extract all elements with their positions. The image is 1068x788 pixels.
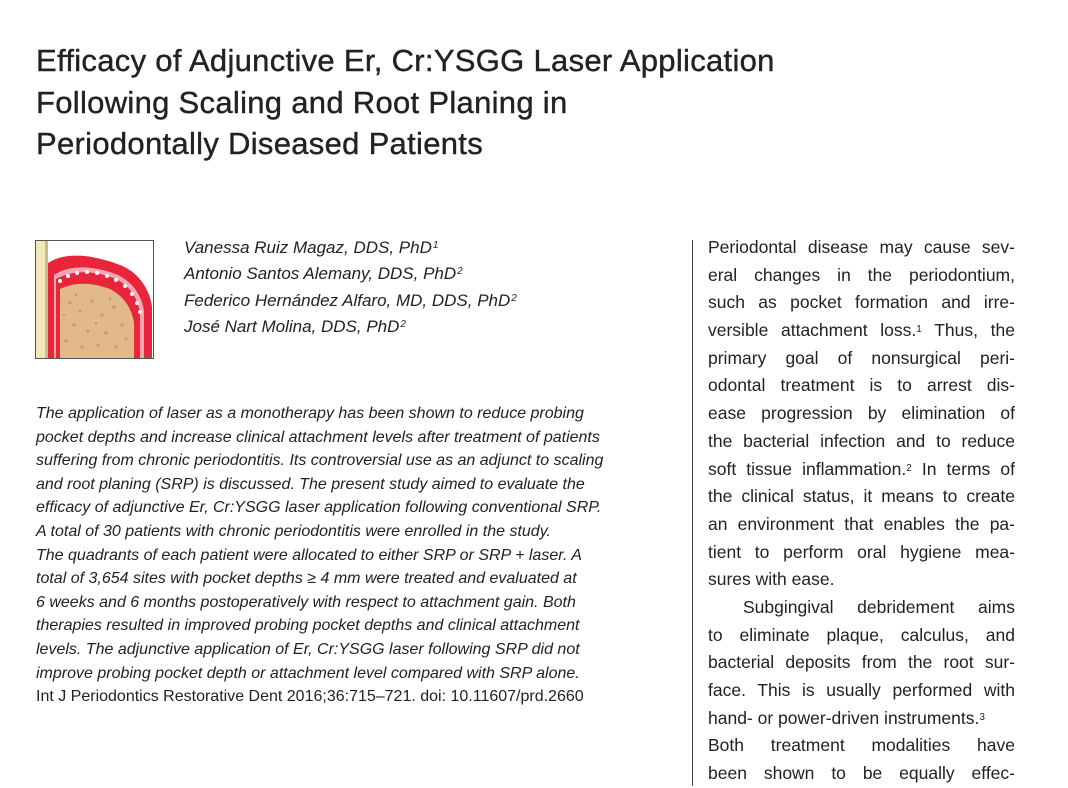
body-text-line [708, 372, 1015, 400]
abstract-line: suffering from chronic periodontitis. Its controversial use as an adjunct to scaling [36, 452, 604, 470]
article-title [36, 40, 1036, 165]
body-text-line [708, 317, 1015, 345]
body-text: Subgingival debridement aims [743, 596, 1015, 617]
body-text: the bacterial infection and to reduce [708, 430, 1015, 451]
body-text-line [708, 456, 1015, 484]
body-text: Periodontal disease may cause sev- [708, 237, 1015, 257]
column-divider [692, 240, 693, 786]
body-text: hand- or power-driven instruments. [708, 707, 980, 728]
body-text-line [708, 566, 1015, 594]
body-text-line [708, 622, 1015, 650]
body-text: Both treatment modalities have [708, 735, 1015, 756]
abstract-line: total of 3,654 sites with pocket depths ≥ 4 mm were treated and evaluated at [36, 570, 577, 588]
body-text: ease progression by elimination of [708, 403, 1015, 424]
author-name: Federico Hernández Alfaro, MD, DDS, PhD [184, 290, 511, 310]
body-text-line [708, 677, 1015, 705]
title-line: Periodontally Diseased Patients [36, 126, 483, 161]
body-text-line [708, 234, 1015, 262]
reference-mark: 1 [916, 324, 922, 336]
body-text: the clinical status, it means to create [708, 486, 1015, 507]
author-name: Vanessa Ruiz Magaz, DDS, PhD [184, 238, 432, 257]
author-name: Antonio Santos Alemany, DDS, PhD [184, 264, 457, 284]
body-text: such as pocket formation and irre- [708, 292, 1015, 313]
reference-mark: 3 [979, 711, 985, 723]
abstract-line: and root planing (SRP) is discussed. The present study aimed to evaluate the [36, 475, 585, 493]
body-text: eral changes in the periodontium, [708, 264, 1015, 285]
body-text: sures with ease. [708, 569, 835, 590]
body-text-line [708, 732, 1015, 760]
abstract [36, 402, 676, 709]
author-entry [184, 235, 517, 261]
title-line: Efficacy of Adjunctive Er, Cr:YSGG Laser Application [36, 43, 775, 78]
abstract-line: levels. The adjunctive application of Er, Cr:YSGG laser following SRP did not [36, 640, 580, 658]
abstract-line: 6 weeks and 6 months postoperatively with respect to attachment gain. Both [36, 593, 576, 611]
body-text: soft tissue inflammation. [708, 458, 907, 479]
body-text-line [708, 594, 1015, 622]
abstract-line: efficacy of adjunctive Er, Cr:YSGG laser application following conventional SRP. [36, 499, 602, 517]
reference-mark: 2 [906, 462, 912, 474]
body-text: been shown to be equally effec- [708, 763, 1015, 784]
body-text-line [708, 428, 1015, 456]
periodontal-illustration [35, 240, 154, 359]
body-text: tient to perform oral hygiene mea- [708, 541, 1015, 562]
body-text-line [708, 262, 1015, 290]
gum-tissue-icon [36, 241, 153, 358]
abstract-line: The application of laser as a monotherapy has been shown to reduce probing [36, 405, 584, 422]
body-text: primary goal of nonsurgical peri- [708, 347, 1015, 368]
body-text: In terms of [911, 458, 1016, 479]
body-text-line [708, 400, 1015, 428]
body-text: odontal treatment is to arrest dis- [708, 375, 1015, 396]
body-text: to eliminate plaque, calculus, and [708, 624, 1015, 645]
author-entry [184, 314, 517, 340]
body-text-line [708, 483, 1015, 511]
body-text: Thus, the [921, 320, 1015, 341]
body-text-line [708, 539, 1015, 567]
author-name: José Nart Molina, DDS, PhD [184, 316, 400, 336]
body-text-line [708, 705, 1015, 733]
abstract-line: A total of 30 patients with chronic periodontitis were enrolled in the study. [36, 522, 551, 540]
affiliation-mark: 2 [400, 318, 406, 330]
body-text-line [708, 511, 1015, 539]
body-text-line [708, 760, 1015, 788]
body-text-line [708, 345, 1015, 373]
abstract-line: therapies resulted in improved probing pocket depths and clinical attachment [36, 617, 580, 635]
journal-citation: Int J Periodontics Restorative Dent 2016;36:715–721. doi: 10.11607/prd.2660 [36, 688, 584, 706]
body-text: face. This is usually performed with [708, 680, 1015, 700]
tooth-root-shape [36, 241, 45, 358]
author-list [184, 235, 517, 340]
body-text: bacterial deposits from the root sur- [708, 652, 1015, 673]
title-line: Following Scaling and Root Planing in [36, 84, 568, 120]
body-text-column [708, 234, 1015, 788]
body-text-line [708, 289, 1015, 317]
body-text: versible attachment loss. [708, 320, 917, 341]
body-text: an environment that enables the pa- [708, 513, 1015, 534]
affiliation-mark: 2 [457, 266, 463, 278]
author-entry [184, 288, 517, 314]
abstract-line: pocket depths and increase clinical attachment levels after treatment of patients [36, 428, 600, 446]
abstract-line: improve probing pocket depth or attachment level compared with SRP alone. [36, 664, 580, 682]
affiliation-mark: 1 [432, 240, 439, 251]
body-text-line [708, 649, 1015, 677]
abstract-line: The quadrants of each patient were allocated to either SRP or SRP + laser. A [36, 546, 582, 564]
author-entry [184, 261, 517, 287]
affiliation-mark: 2 [511, 292, 517, 304]
